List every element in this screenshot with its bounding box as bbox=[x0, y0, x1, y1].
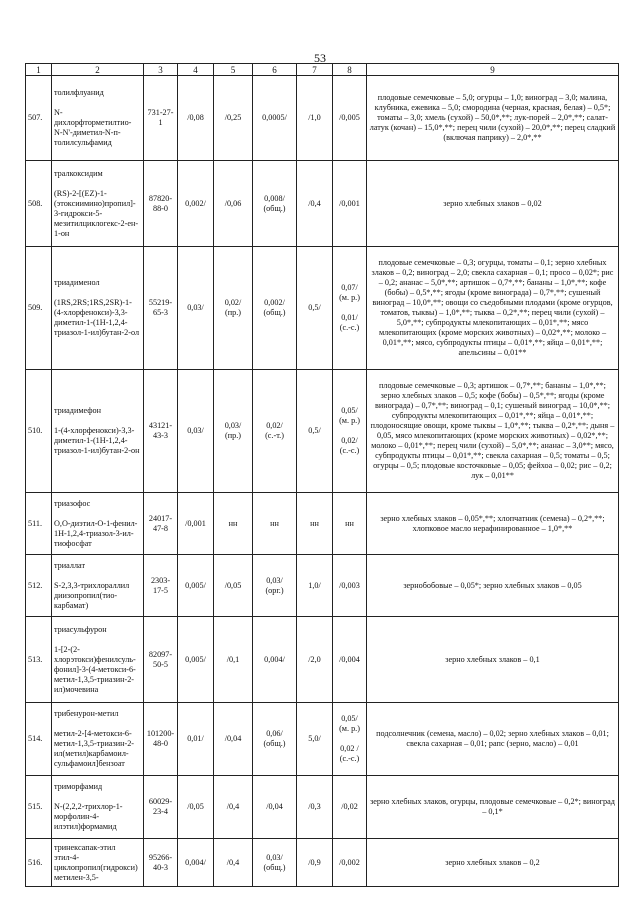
cas-number: 95266-40-3 bbox=[144, 839, 178, 887]
substance-name bbox=[52, 617, 144, 703]
cell-col7: /0,9 bbox=[297, 839, 333, 887]
cell-col5: /0,05 bbox=[214, 555, 253, 617]
substance-name-text: триадименол (1RS,2RS;1RS,2SR)-1- (4-хлорфенокси)-3,3- диметил-1-(1Н-1,2,4- триазол-1-ил)бутан-2-ол bbox=[54, 278, 140, 337]
cell-col4: 0,005/ bbox=[178, 555, 214, 617]
table-row bbox=[26, 703, 619, 776]
cas-number: 2303-17-5 bbox=[144, 555, 178, 617]
residue-limits: плодовые семечковые – 5,0; огурцы – 1,0; виноград – 3,0; малина, клубника, ежевика – 5,0; смородина (черная, красная, белая) – 0,5*; томаты – 3,0; хмель (сухой) – 50,0*,**; лук-порей – 2,0*,**; салат-латук (кочан) – 15,0*,**; перец чили (сухой) – 20,0*,**; перец сладкий (включая паприку) – 2,0*,** bbox=[367, 76, 619, 161]
cell-col5: /0,1 bbox=[214, 617, 253, 703]
column-header: 7 bbox=[297, 64, 333, 76]
table-row bbox=[26, 555, 619, 617]
cell-col4: 0,01/ bbox=[178, 703, 214, 776]
cell-col5: /0,4 bbox=[214, 839, 253, 887]
residue-limits: плодовые семечковые – 0,3; огурцы, томаты – 0,1; зерно хлебных злаков – 0,2; виноград – 2,0; свекла сахарная – 0,1; просо – 0,02*; рис – 0,2; ананас – 5,0*,**; артишок – 0,7*,**; бананы – 1,0*,**; кофе (бобы) – 0,5*,**; ягоды (кроме винограда) – 0,7*,**; сушеный виноград – 10,0*,**; овощи со съедобными плодами (кроме огурцов, томатов, тыквы) – 1,0*,**; тыква – 0,2*,**; перец чили (сухой) – 5,0*,**; субпродукты млекопитающих – 0,01*,**; мясо млекопитающих (кроме морских животных) – 0,02*,**; молоко – 0,01*,**; мясо, субпродукты птицы – 0,01*,**; яйца – 0,01*,**; апельсины – 0,01** bbox=[367, 247, 619, 370]
cell-col4: 0,002/ bbox=[178, 161, 214, 247]
residue-limits: зерно хлебных злаков – 0,02 bbox=[367, 161, 619, 247]
cas-number: 101200-48-0 bbox=[144, 703, 178, 776]
column-header: 1 bbox=[26, 64, 52, 76]
substance-name bbox=[52, 839, 144, 887]
residue-limits: зерно хлебных злаков – 0,1 bbox=[367, 617, 619, 703]
cell-col8: 0,07/ (м. р.) 0,01/ (с.-с.) bbox=[333, 247, 367, 370]
substance-name bbox=[52, 247, 144, 370]
residue-limits: зерно хлебных злаков, огурцы, плодовые семечковые – 0,2*; виноград – 0,1* bbox=[367, 776, 619, 839]
cell-col8: /0,001 bbox=[333, 161, 367, 247]
header-row bbox=[26, 64, 619, 76]
cell-col8: /0,005 bbox=[333, 76, 367, 161]
cell-col6: 0,06/ (общ.) bbox=[253, 703, 297, 776]
cell-col4: /0,001 bbox=[178, 493, 214, 555]
cell-col6: 0,03/ (общ.) bbox=[253, 839, 297, 887]
residue-limits: зерно хлебных злаков – 0,05*,**; хлопчатник (семена) – 0,2*,**; хлопковое масло нерафинированное – 1,0*,** bbox=[367, 493, 619, 555]
cell-col7: нн bbox=[297, 493, 333, 555]
cell-col6: 0,004/ bbox=[253, 617, 297, 703]
cell-col5: /0,06 bbox=[214, 161, 253, 247]
cas-number: 731-27-1 bbox=[144, 76, 178, 161]
cell-col7: 5,0/ bbox=[297, 703, 333, 776]
cell-col6: 0,02/ (с.-т.) bbox=[253, 370, 297, 493]
cell-col5: /0,04 bbox=[214, 703, 253, 776]
substance-name bbox=[52, 776, 144, 839]
column-header: 6 bbox=[253, 64, 297, 76]
row-number: 513. bbox=[26, 617, 52, 703]
cell-col6: 0,002/ (общ.) bbox=[253, 247, 297, 370]
cell-col4: 0,03/ bbox=[178, 370, 214, 493]
column-header: 8 bbox=[333, 64, 367, 76]
cas-number: 60029-23-4 bbox=[144, 776, 178, 839]
column-header: 4 bbox=[178, 64, 214, 76]
substance-name-text: толилфлуанид N- дихлорфторметилтио- N-N'-диметил-N-п- толилсульфамид bbox=[54, 88, 132, 147]
cell-col8: /0,003 bbox=[333, 555, 367, 617]
row-number: 514. bbox=[26, 703, 52, 776]
cell-col7: /2,0 bbox=[297, 617, 333, 703]
column-header: 3 bbox=[144, 64, 178, 76]
cell-col5: /0,25 bbox=[214, 76, 253, 161]
substance-name bbox=[52, 76, 144, 161]
row-number: 511. bbox=[26, 493, 52, 555]
substance-name-text: тринексапак-этил этил-4- циклопропил(гидрокси) метилен-3,5- bbox=[54, 842, 138, 882]
cell-col7: 0,5/ bbox=[297, 370, 333, 493]
page-number: 53 bbox=[314, 51, 326, 65]
cell-col7: 0,5/ bbox=[297, 247, 333, 370]
substance-name bbox=[52, 370, 144, 493]
cell-col4: 0,005/ bbox=[178, 617, 214, 703]
cell-col4: /0,05 bbox=[178, 776, 214, 839]
cas-number: 24017-47-8 bbox=[144, 493, 178, 555]
table-row bbox=[26, 839, 619, 887]
cell-col7: /0,3 bbox=[297, 776, 333, 839]
table-row bbox=[26, 161, 619, 247]
substance-name-text: триасульфурон 1-[2-(2- хлорэтокси)фенилсуль- фонил]-3-(4-метокси-6- метил-1,3,5-триазин-2- ил)мочевина bbox=[54, 624, 136, 694]
cell-col8: /0,002 bbox=[333, 839, 367, 887]
cell-col6: /0,04 bbox=[253, 776, 297, 839]
substance-name-text: триадимефон 1-(4-хлорфенокси)-3,3- диметил-1-(1Н-1,2,4- триазол-1-ил)бутан-2-он bbox=[54, 406, 140, 455]
cell-col8: /0,004 bbox=[333, 617, 367, 703]
column-header: 5 bbox=[214, 64, 253, 76]
cas-number: 82097-50-5 bbox=[144, 617, 178, 703]
cell-col8: 0,05/ (м. р.) 0,02 / (с.-с.) bbox=[333, 703, 367, 776]
table-row bbox=[26, 776, 619, 839]
row-number: 510. bbox=[26, 370, 52, 493]
cell-col4: /0,08 bbox=[178, 76, 214, 161]
cell-col6: нн bbox=[253, 493, 297, 555]
cell-col7: 1,0/ bbox=[297, 555, 333, 617]
cell-col8: нн bbox=[333, 493, 367, 555]
cell-col8: /0,02 bbox=[333, 776, 367, 839]
substance-name bbox=[52, 161, 144, 247]
cell-col6: 0,0005/ bbox=[253, 76, 297, 161]
row-number: 515. bbox=[26, 776, 52, 839]
residue-limits: подсолнечник (семена, масло) – 0,02; зерно хлебных злаков – 0,01; свекла сахарная – 0,01; рапс (зерно, масло) – 0,01 bbox=[367, 703, 619, 776]
residue-limits: плодовые семечковые – 0,3; артишок – 0,7*,**; бананы – 1,0*,**; зерно хлебных злаков – 0,5; кофе (бобы) – 0,5*,**; ягоды (кроме винограда) – 0,7*,**; виноград – 0,1; сушеный виноград – 10,0*,**; субпродукты млекопитающих – 0,01*,**; яйца – 0,01*,**; плодоносящие овощи, кроме тыквы – 1,0*,**; тыква – 0,2*,**; дыня – 0,05, мясо млекопитающих (кроме морских животных) – 0,02*,**; молоко – 0,01*,**; перец чили (сухой) – 5,0*,**; ананас – 3,0**; мясо, субпродукты птицы – 0,01*,**; свекла сахарная – 0,5; томаты – 0,5; огурцы – 0,5; плодовые косточковые – 0,05; фейхоа – 0,02; рис – 0,2; лук – 0,01** bbox=[367, 370, 619, 493]
cell-col4: 0,03/ bbox=[178, 247, 214, 370]
substance-name-text: триазофос O,O-диэтил-O-1-фенил- 1Н-1,2,4-триазол-3-ил- тиофосфат bbox=[54, 498, 138, 548]
cell-col6: 0,03/ (орг.) bbox=[253, 555, 297, 617]
cas-number: 87820-88-0 bbox=[144, 161, 178, 247]
cell-col5: нн bbox=[214, 493, 253, 555]
substance-name-text: тралкоксидим (RS)-2-[(EZ)-1- (этоксиимино)пропил]- 3-гидрокси-5- мезитилциклогекс-2-ен- 1-он bbox=[54, 168, 139, 238]
cell-col8: 0,05/ (м. р.) 0,02/ (с.-с.) bbox=[333, 370, 367, 493]
row-number: 509. bbox=[26, 247, 52, 370]
substance-name bbox=[52, 703, 144, 776]
cas-number: 55219-65-3 bbox=[144, 247, 178, 370]
cell-col7: /1,0 bbox=[297, 76, 333, 161]
cell-col4: 0,004/ bbox=[178, 839, 214, 887]
substance-name-text: триморфамид N-(2,2,2-трихлор-1- морфолин-4- илэтил)формамид bbox=[54, 782, 123, 831]
row-number: 507. bbox=[26, 76, 52, 161]
table-row bbox=[26, 493, 619, 555]
substance-name-text: трибенурон-метил метил-2-[4-метокси-6- метил-1,3,5-триазин-2- ил(метил)карбамоил- сульфамоил]бензоат bbox=[54, 709, 135, 768]
cell-col5: 0,03/ (пр.) bbox=[214, 370, 253, 493]
row-number: 512. bbox=[26, 555, 52, 617]
substance-name bbox=[52, 493, 144, 555]
table-row bbox=[26, 370, 619, 493]
residue-limits: зерно хлебных злаков – 0,2 bbox=[367, 839, 619, 887]
row-number: 508. bbox=[26, 161, 52, 247]
substance-name bbox=[52, 555, 144, 617]
cell-col6: 0,008/ (общ.) bbox=[253, 161, 297, 247]
column-header: 9 bbox=[367, 64, 619, 76]
substances-table bbox=[25, 63, 619, 887]
cas-number: 43121-43-3 bbox=[144, 370, 178, 493]
row-number: 516. bbox=[26, 839, 52, 887]
table-row bbox=[26, 76, 619, 161]
cell-col5: 0,02/ (пр.) bbox=[214, 247, 253, 370]
cell-col5: /0,4 bbox=[214, 776, 253, 839]
cell-col7: /0,4 bbox=[297, 161, 333, 247]
column-header: 2 bbox=[52, 64, 144, 76]
table-row bbox=[26, 617, 619, 703]
table-row bbox=[26, 247, 619, 370]
substance-name-text: триаллат S-2,3,3-трихлораллил диизопропил(тио- карбамат) bbox=[54, 560, 130, 610]
residue-limits: зернобобовые – 0,05*; зерно хлебных злаков – 0,05 bbox=[367, 555, 619, 617]
